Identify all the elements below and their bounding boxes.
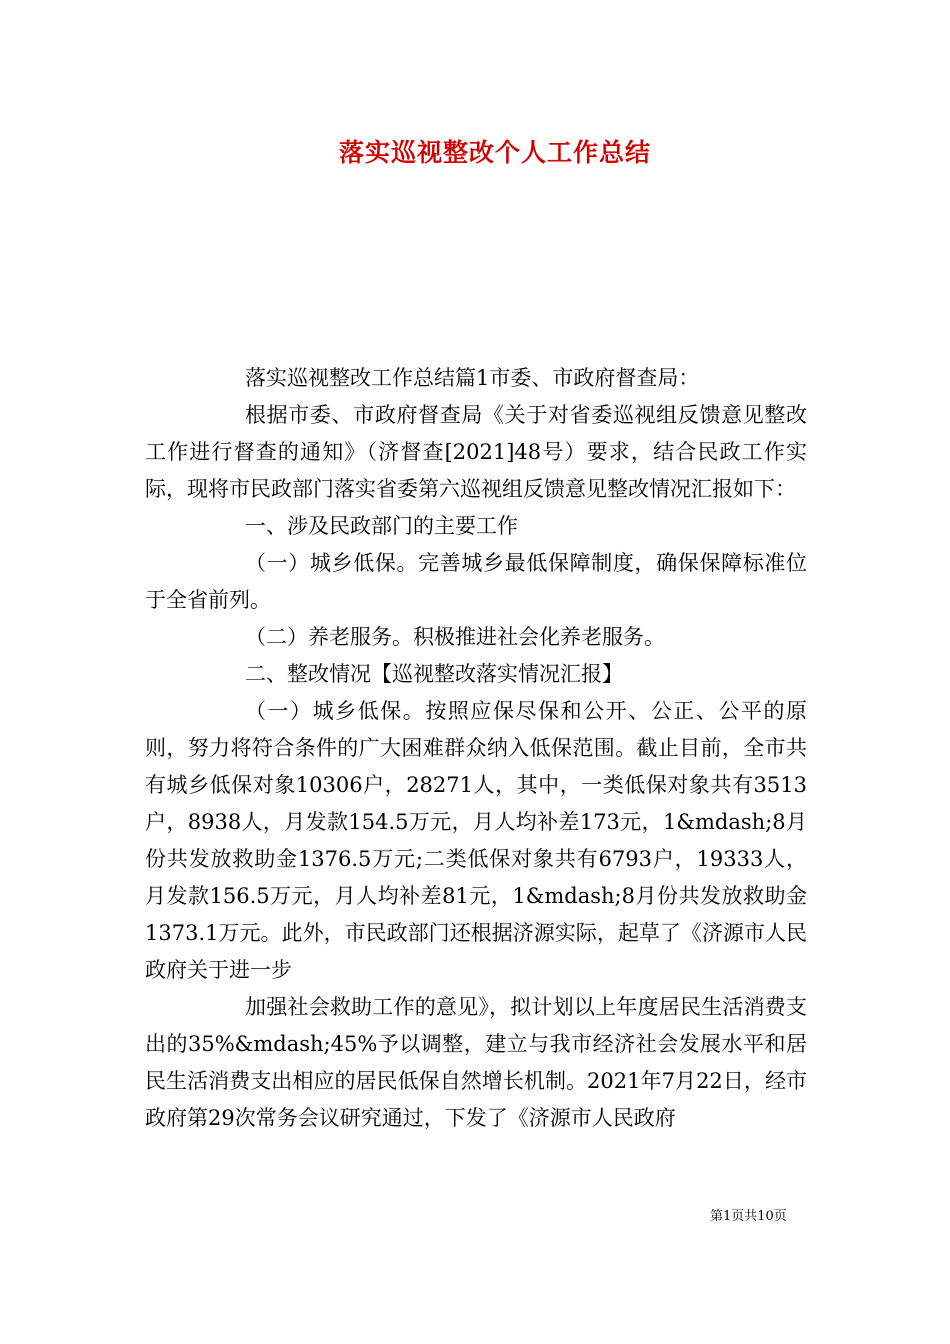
paragraph-1: 落实巡视整改工作总结篇1市委、市政府督查局： (245, 366, 700, 390)
paragraph-3: （一）城乡低保。完善城乡最低保障制度，确保保障标准位于全省前列。 (145, 551, 807, 612)
section-heading-2: 二、整改情况【巡视整改落实情况汇报】 (245, 662, 623, 686)
document-body (145, 360, 807, 1137)
section-heading-1: 一、涉及民政部门的主要工作 (245, 514, 518, 538)
document-title: 落实巡视整改个人工作总结 (338, 138, 651, 167)
page-footer: 第1页共10页 (710, 1209, 787, 1224)
paragraph-6: 加强社会救助工作的意见》，拟计划以上年度居民生活消费支出的35%&mdash;45%予以调整，建立与我市经济社会发展水平和居民生活消费支出相应的居民低保自然增长机制。2021年7月22日，经市政府第29次常务会议研究通过，下发了《济源市人民政府 (145, 995, 807, 1130)
paragraph-2: 根据市委、市政府督查局《关于对省委巡视组反馈意见整改工作进行督查的通知》（济督查[2021]48号）要求，结合民政工作实际，现将市民政部门落实省委第六巡视组反馈意见整改情况汇报如下： (145, 403, 807, 501)
paragraph-5: （一）城乡低保。按照应保尽保和公开、公正、公平的原则，努力将符合条件的广大困难群众纳入低保范围。截止目前，全市共有城乡低保对象10306户，28271人，其中，一类低保对象共有3513户，8938人，月发款154.5万元，月人均补差173元，1&mdash;8月份共发放救助金1376.5万元;二类低保对象共有6793户，19333人，月发款156.5万元，月人均补差81元，1&mdash;8月份共发放救助金1373.1万元。此外，市民政部门还根据济源实际，起草了《济源市人民政府关于进一步 (145, 699, 807, 982)
paragraph-4: （二）养老服务。积极推进社会化养老服务。 (245, 625, 665, 649)
